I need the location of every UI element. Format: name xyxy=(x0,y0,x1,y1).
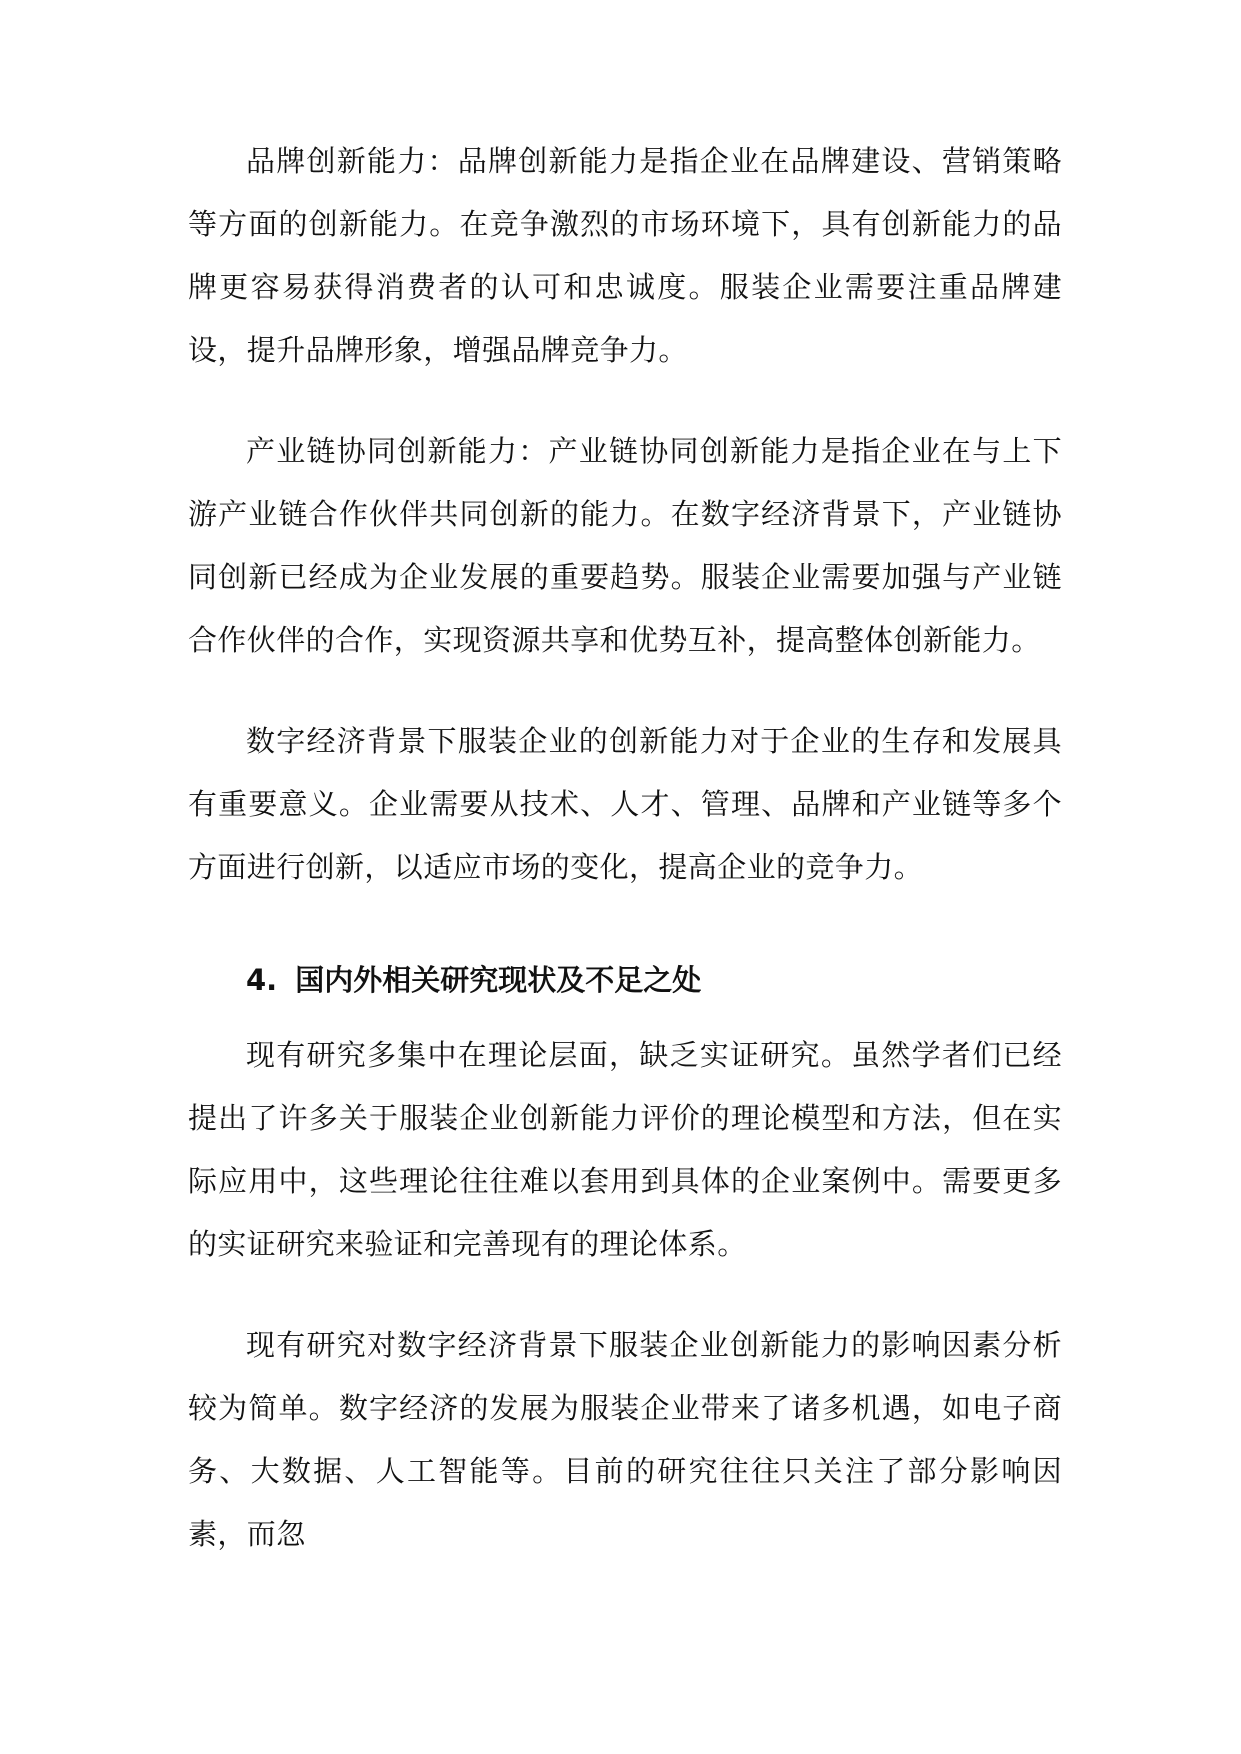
paragraph-brand-innovation: 品牌创新能力：品牌创新能力是指企业在品牌建设、营销策略等方面的创新能力。在竞争激烈的市场环境下，具有创新能力的品牌更容易获得消费者的认可和忠诚度。服装企业需要注重品牌建设，提升品牌形象，增强品牌竞争力。 xyxy=(188,144,1062,367)
section-heading xyxy=(188,949,1062,1012)
section-number: 4. xyxy=(246,963,278,997)
paragraph-influencing-factors: 现有研究对数字经济背景下服装企业创新能力的影响因素分析较为简单。数字经济的发展为服装企业带来了诸多机遇，如电子商务、大数据、人工智能等。目前的研究往往只关注了部分影响因素，而忽 xyxy=(188,1328,1062,1551)
section-title: 国内外相关研究现状及不足之处 xyxy=(295,963,702,997)
paragraph-summary: 数字经济背景下服装企业的创新能力对于企业的生存和发展具有重要意义。企业需要从技术、人才、管理、品牌和产业链等多个方面进行创新，以适应市场的变化，提高企业的竞争力。 xyxy=(188,724,1062,884)
paragraph-industry-chain-innovation: 产业链协同创新能力：产业链协同创新能力是指企业在与上下游产业链合作伙伴共同创新的能力。在数字经济背景下，产业链协同创新已经成为企业发展的重要趋势。服装企业需要加强与产业链合作伙伴的合作，实现资源共享和优势互补，提高整体创新能力。 xyxy=(188,434,1062,657)
document-page xyxy=(188,130,1062,1604)
paragraph-research-status: 现有研究多集中在理论层面，缺乏实证研究。虽然学者们已经提出了许多关于服装企业创新能力评价的理论模型和方法，但在实际应用中，这些理论往往难以套用到具体的企业案例中。需要更多的实证研究来验证和完善现有的理论体系。 xyxy=(188,1038,1062,1261)
